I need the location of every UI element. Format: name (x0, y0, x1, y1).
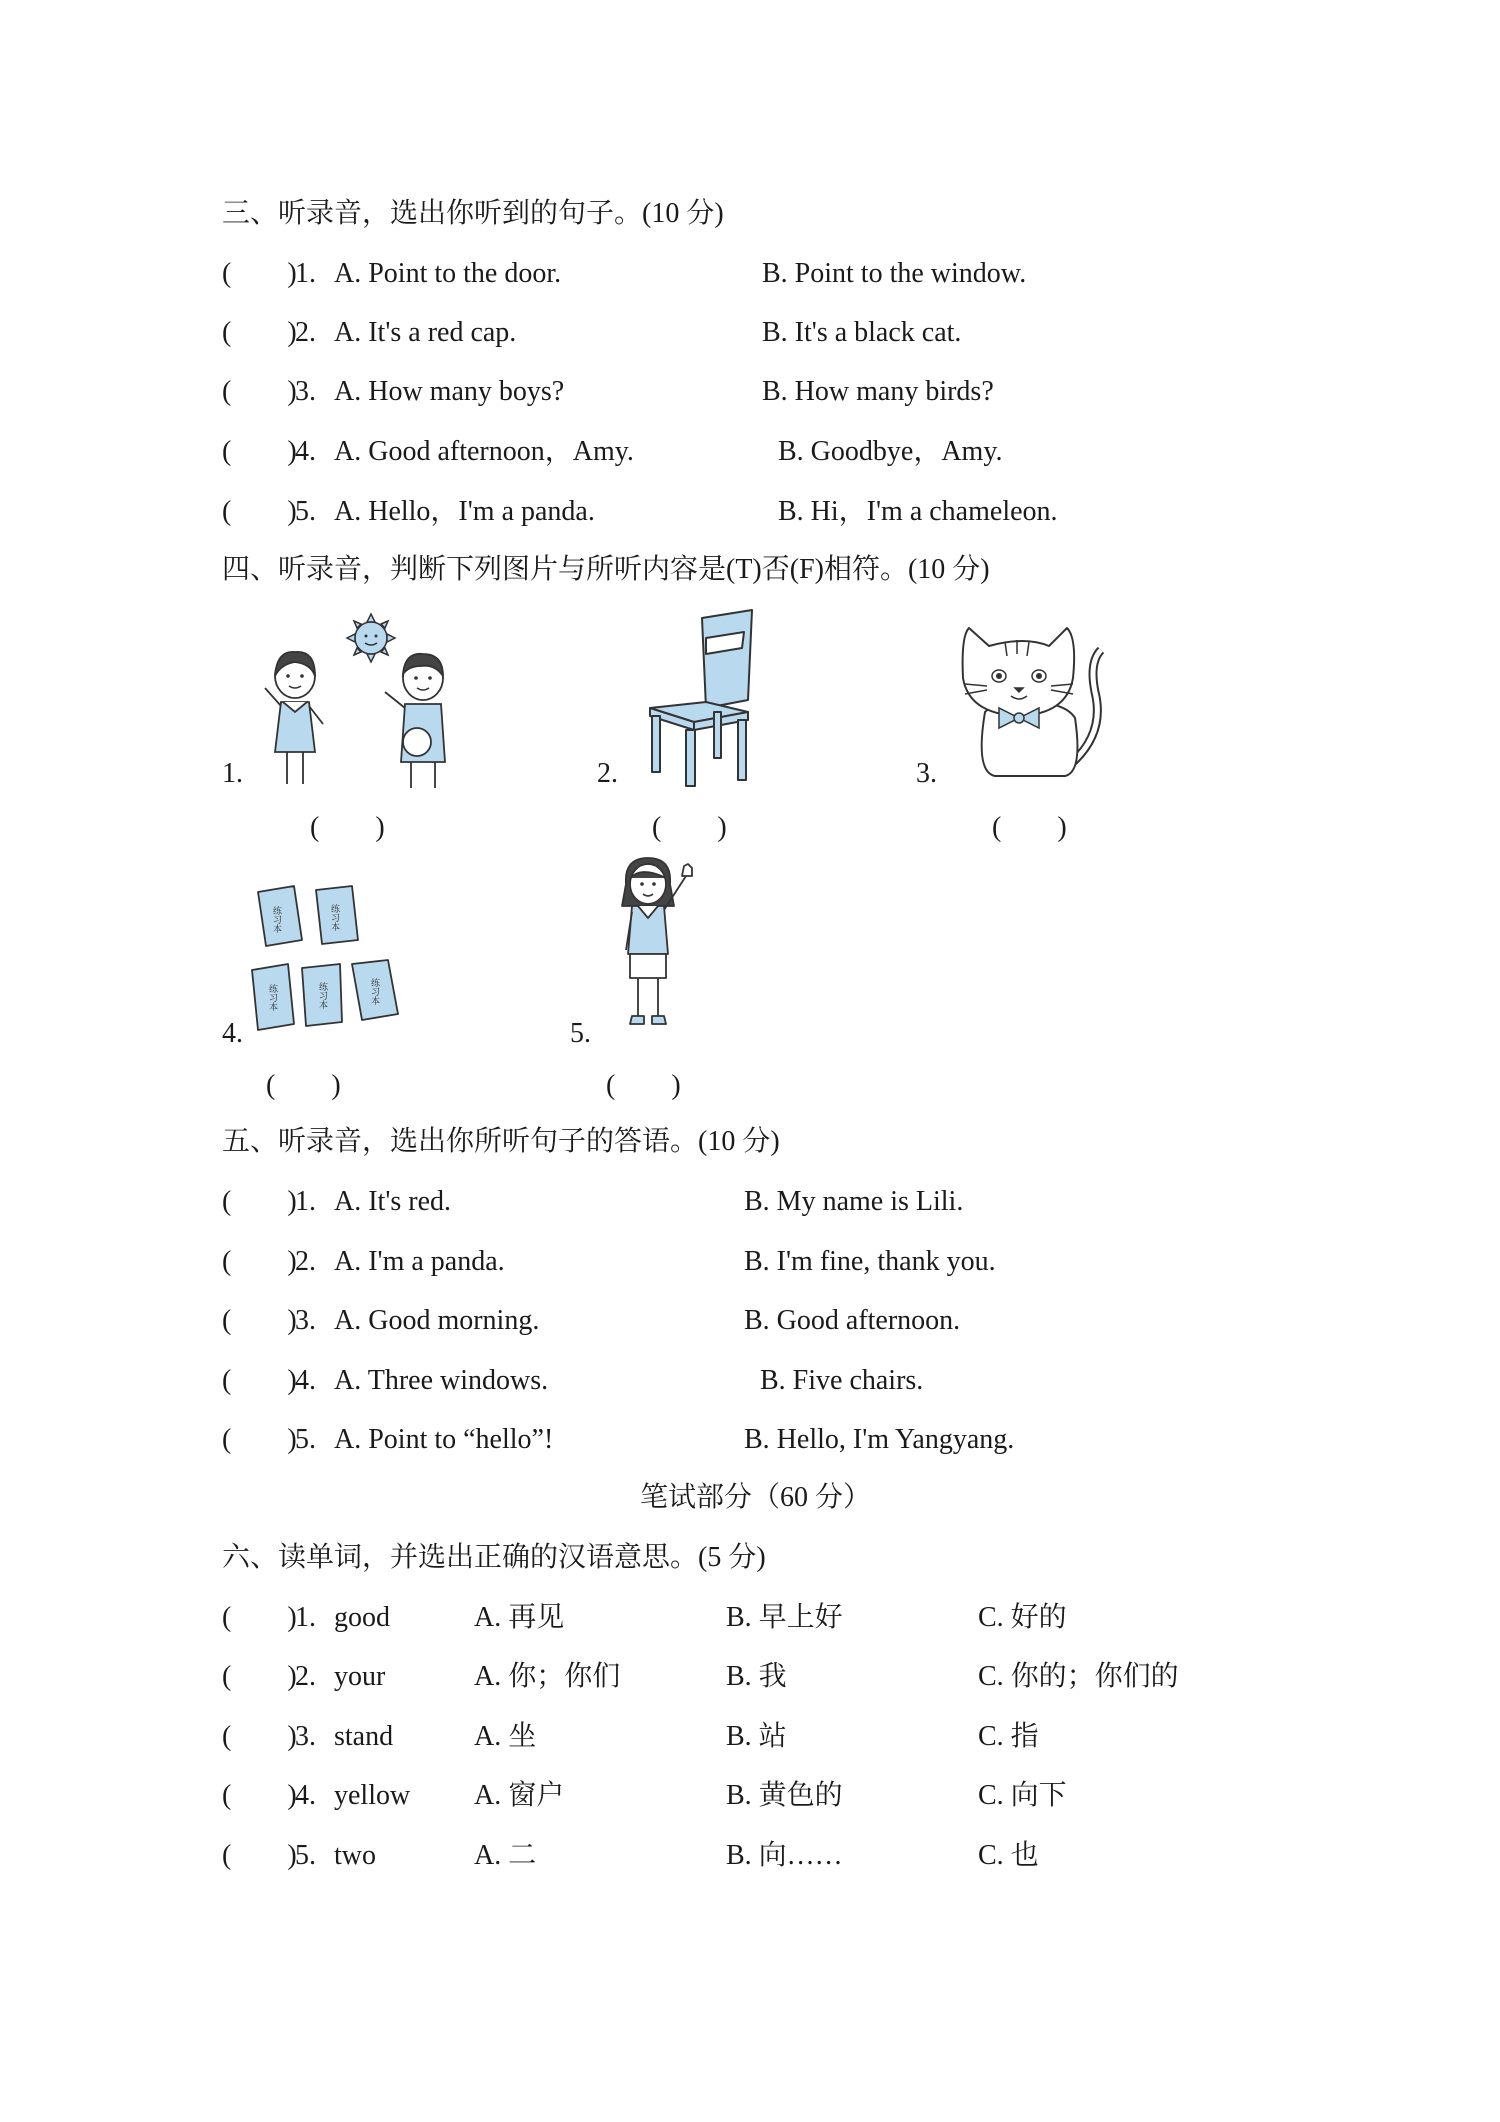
item-number: 4. (295, 1780, 316, 1811)
picture-number: 3. (916, 758, 937, 789)
option-b: B. Good afternoon. (744, 1305, 961, 1336)
exercise-books-icon (248, 884, 408, 1034)
waving-girl-icon (612, 854, 712, 1034)
answer-blank[interactable]: ( ) (992, 812, 1067, 843)
word: stand (334, 1721, 394, 1752)
option-c: C. 指 (978, 1721, 1039, 1752)
option-a: A. Point to “hello”! (334, 1424, 554, 1455)
answer-blank[interactable]: ( ) (266, 1070, 341, 1101)
option-c: C. 好的 (978, 1602, 1067, 1633)
answer-blank[interactable]: ( ) (652, 812, 727, 843)
option-b: B. 站 (726, 1721, 787, 1752)
option-b: B. Goodbye，Amy. (778, 436, 1003, 467)
item-number: 4. (295, 436, 316, 467)
answer-blank[interactable]: ( ) (222, 1661, 297, 1692)
option-b: B. Hello, I'm Yangyang. (744, 1424, 1015, 1455)
option-a: A. 二 (474, 1840, 537, 1871)
answer-blank[interactable]: ( ) (310, 812, 385, 843)
section6-heading: 六、读单词，并选出正确的汉语意思。(5 分) (222, 1542, 766, 1573)
written-section-title: 笔试部分（60 分） (640, 1482, 872, 1513)
answer-blank[interactable]: ( ) (222, 317, 297, 348)
option-a: A. 你；你们 (474, 1661, 621, 1692)
answer-blank[interactable]: ( ) (222, 1780, 297, 1811)
answer-blank[interactable]: ( ) (222, 258, 297, 289)
answer-blank[interactable]: ( ) (222, 1840, 297, 1871)
answer-blank[interactable]: ( ) (222, 1424, 297, 1455)
item-number: 1. (295, 258, 316, 289)
option-b: B. 早上好 (726, 1602, 843, 1633)
option-b: B. How many birds? (762, 376, 994, 407)
item-number: 5. (295, 1424, 316, 1455)
answer-blank[interactable]: ( ) (222, 1602, 297, 1633)
answer-blank[interactable]: ( ) (222, 1246, 297, 1277)
option-b: B. Point to the window. (762, 258, 1027, 289)
option-a: A. 窗户 (474, 1780, 565, 1811)
option-b: B. My name is Lili. (744, 1186, 964, 1217)
item-number: 2. (295, 1246, 316, 1277)
section5-heading: 五、听录音，选出你所听句子的答语。(10 分) (222, 1126, 780, 1157)
item-number: 3. (295, 376, 316, 407)
two-kids-and-sun-icon (255, 612, 465, 792)
option-a: A. Hello，I'm a panda. (334, 496, 595, 527)
answer-blank[interactable]: ( ) (222, 496, 297, 527)
word: two (334, 1840, 376, 1871)
answer-blank[interactable]: ( ) (222, 1721, 297, 1752)
option-a: A. How many boys? (334, 376, 565, 407)
picture-number: 2. (597, 758, 618, 789)
item-number: 1. (295, 1186, 316, 1217)
cat-icon (955, 622, 1105, 782)
answer-blank[interactable]: ( ) (222, 376, 297, 407)
word: good (334, 1602, 390, 1633)
book-label: 练习本 (271, 906, 281, 933)
section4-heading: 四、听录音，判断下列图片与所听内容是(T)否(F)相符。(10 分) (222, 554, 990, 585)
item-number: 2. (295, 317, 316, 348)
item-number: 3. (295, 1305, 316, 1336)
option-a: A. It's red. (334, 1186, 452, 1217)
word: your (334, 1661, 386, 1692)
answer-blank[interactable]: ( ) (222, 1305, 297, 1336)
answer-blank[interactable]: ( ) (606, 1070, 681, 1101)
option-b: B. I'm fine, thank you. (744, 1246, 996, 1277)
option-b: B. 黄色的 (726, 1780, 843, 1811)
word: yellow (334, 1780, 411, 1811)
answer-blank[interactable]: ( ) (222, 1186, 297, 1217)
item-number: 4. (295, 1365, 316, 1396)
option-a: A. It's a red cap. (334, 317, 517, 348)
option-c: C. 向下 (978, 1780, 1067, 1811)
item-number: 5. (295, 496, 316, 527)
option-b: B. 向…… (726, 1840, 843, 1871)
option-a: A. Three windows. (334, 1365, 549, 1396)
book-label: 练习本 (369, 978, 379, 1005)
answer-blank[interactable]: ( ) (222, 1365, 297, 1396)
item-number: 1. (295, 1602, 316, 1633)
option-a: A. Point to the door. (334, 258, 562, 289)
option-b: B. 我 (726, 1661, 787, 1692)
option-a: A. 再见 (474, 1602, 565, 1633)
option-b: B. It's a black cat. (762, 317, 962, 348)
answer-blank[interactable]: ( ) (222, 436, 297, 467)
section3-heading: 三、听录音，选出你听到的句子。(10 分) (222, 198, 724, 229)
option-b: B. Hi，I'm a chameleon. (778, 496, 1058, 527)
option-a: A. Good morning. (334, 1305, 540, 1336)
option-a: A. Good afternoon，Amy. (334, 436, 634, 467)
picture-number: 1. (222, 758, 243, 789)
option-c: C. 也 (978, 1840, 1039, 1871)
option-a: A. 坐 (474, 1721, 537, 1752)
picture-number: 4. (222, 1018, 243, 1049)
book-label: 练习本 (267, 984, 277, 1011)
book-label: 练习本 (317, 982, 327, 1009)
item-number: 3. (295, 1721, 316, 1752)
picture-number: 5. (570, 1018, 591, 1049)
chair-icon (640, 608, 760, 788)
option-a: A. I'm a panda. (334, 1246, 505, 1277)
option-c: C. 你的；你们的 (978, 1661, 1179, 1692)
option-b: B. Five chairs. (760, 1365, 924, 1396)
book-label: 练习本 (329, 904, 339, 931)
item-number: 2. (295, 1661, 316, 1692)
item-number: 5. (295, 1840, 316, 1871)
